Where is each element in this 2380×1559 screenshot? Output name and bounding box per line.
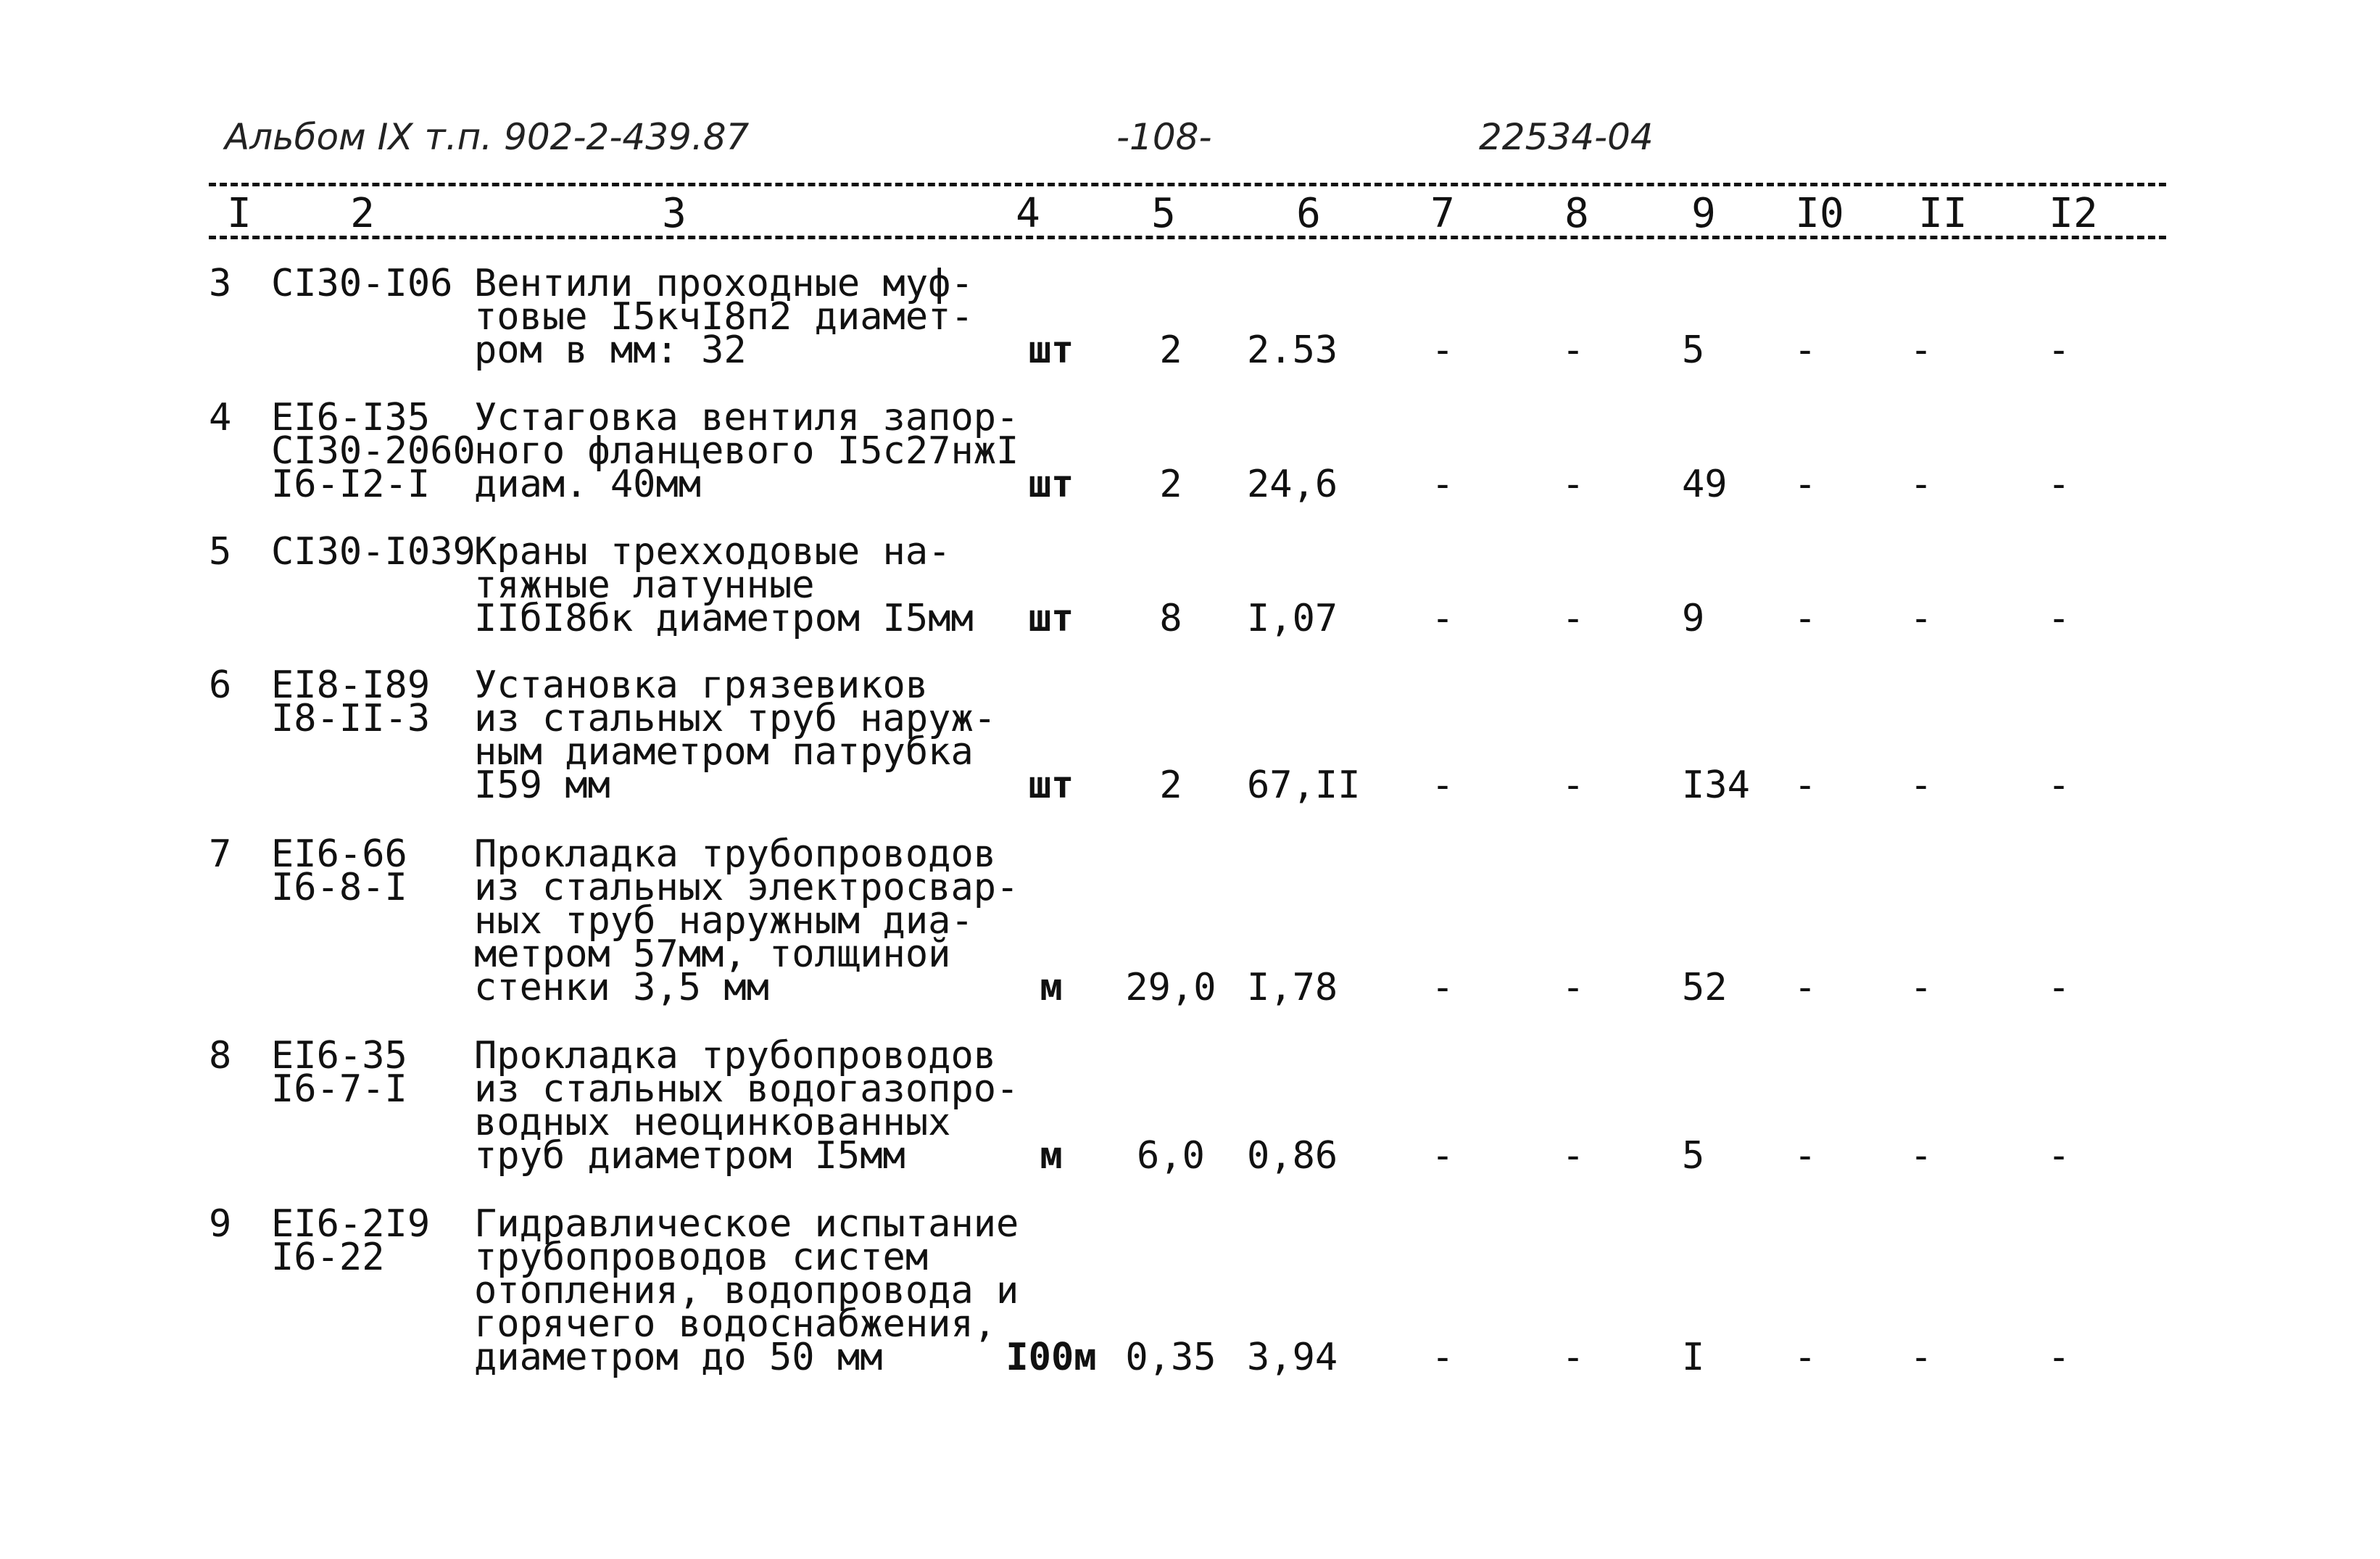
row-col8: -	[1562, 597, 1585, 640]
row-unit: шт	[1028, 463, 1074, 506]
row-col12: -	[2047, 1134, 2070, 1178]
row-description: Установка грязевиков из стальных труб наруж- ным диаметром патрубка I59 мм	[474, 663, 997, 807]
row-col11: -	[1910, 1134, 1933, 1178]
row-quantity: 6,0	[1137, 1134, 1205, 1178]
col-header-7: 7	[1430, 190, 1455, 237]
row-col11: -	[1910, 328, 1933, 372]
row-description: Прокладка трубопроводов из стальных электросвар- ных труб наружным диа- метром 57мм, толщиной стенки 3,5 мм	[474, 832, 1019, 1009]
row-col7: -	[1431, 1336, 1454, 1379]
col-header-11: II	[1918, 190, 1968, 237]
row-col7: -	[1431, 597, 1454, 640]
col-header-12: I2	[2049, 190, 2098, 237]
document-code: 22534-04	[1479, 116, 1654, 158]
row-quantity: 2	[1159, 463, 1182, 506]
col-header-9: 9	[1691, 190, 1716, 237]
row-norm-code: ЕI6-66 I6-8-I	[271, 832, 407, 909]
row-col9: 52	[1682, 966, 1728, 1009]
row-unit: м	[1040, 966, 1063, 1009]
col-header-8: 8	[1564, 190, 1589, 237]
row-col9: I34	[1682, 764, 1750, 807]
row-unit: I00м	[1006, 1336, 1097, 1379]
row-col12: -	[2047, 463, 2070, 506]
album-title: Альбом IX т.п. 902-2-439.87	[225, 116, 750, 158]
row-price: 3,94	[1247, 1336, 1338, 1379]
col-header-5: 5	[1151, 190, 1176, 237]
row-col9: 5	[1682, 328, 1705, 372]
row-col12: -	[2047, 764, 2070, 807]
row-price: I,07	[1247, 597, 1338, 640]
row-col7: -	[1431, 328, 1454, 372]
row-col7: -	[1431, 463, 1454, 506]
row-position: 6	[209, 663, 232, 707]
header-bottom-rule	[209, 236, 2166, 239]
row-norm-code: ЕI6-I35 СI30-2060 I6-I2-I	[271, 396, 476, 506]
row-norm-code: ЕI6-2I9 I6-22	[271, 1202, 431, 1279]
row-description: Гидравлическое испытание трубопроводов систем отопления, водопровода и горячего водоснабжения, диаметром до 50 мм	[474, 1202, 1019, 1379]
row-col10: -	[1794, 764, 1817, 807]
row-col11: -	[1910, 597, 1933, 640]
col-header-6: 6	[1296, 190, 1321, 237]
row-price: 2.53	[1247, 328, 1338, 372]
row-col11: -	[1910, 463, 1933, 506]
row-position: 4	[209, 396, 232, 439]
row-col7: -	[1431, 966, 1454, 1009]
row-col12: -	[2047, 328, 2070, 372]
row-col8: -	[1562, 463, 1585, 506]
row-col8: -	[1562, 1134, 1585, 1178]
row-description: Краны трехходовые на- тяжные латунные IIбI8бк диаметром I5мм	[474, 530, 974, 640]
row-col10: -	[1794, 328, 1817, 372]
page-number: -108-	[1116, 116, 1212, 158]
row-col11: -	[1910, 966, 1933, 1009]
col-header-2: 2	[350, 190, 375, 237]
row-col9: 9	[1682, 597, 1705, 640]
row-position: 3	[209, 262, 232, 305]
row-quantity: 29,0	[1125, 966, 1216, 1009]
row-quantity: 2	[1159, 764, 1182, 807]
row-quantity: 2	[1159, 328, 1182, 372]
row-position: 5	[209, 530, 232, 574]
row-col9: 5	[1682, 1134, 1705, 1178]
row-unit: шт	[1028, 328, 1074, 372]
row-col7: -	[1431, 1134, 1454, 1178]
row-col10: -	[1794, 463, 1817, 506]
row-description: Вентили проходные муф- товые I5кчI8п2 диамет- ром в мм: 32	[474, 262, 974, 372]
row-description: Прокладка трубопроводов из стальных водогазопро- водных неоцинкованных труб диаметром I5мм	[474, 1034, 1019, 1178]
row-description: Устаговка вентиля запор- ного фланцевого I5с27нжI диам. 40мм	[474, 396, 1019, 506]
row-position: 8	[209, 1034, 232, 1078]
col-header-4: 4	[1016, 190, 1040, 237]
row-price: 24,6	[1247, 463, 1338, 506]
row-col8: -	[1562, 1336, 1585, 1379]
row-col12: -	[2047, 966, 2070, 1009]
row-norm-code: СI30-I039	[271, 530, 476, 574]
row-unit: шт	[1028, 597, 1074, 640]
row-col12: -	[2047, 597, 2070, 640]
col-header-10: I0	[1795, 190, 1844, 237]
row-unit: шт	[1028, 764, 1074, 807]
row-position: 7	[209, 832, 232, 876]
row-quantity: 0,35	[1125, 1336, 1216, 1379]
row-col10: -	[1794, 966, 1817, 1009]
row-col11: -	[1910, 1336, 1933, 1379]
row-col10: -	[1794, 1134, 1817, 1178]
col-header-1: I	[227, 190, 252, 237]
row-quantity: 8	[1159, 597, 1182, 640]
row-col9: I	[1682, 1336, 1705, 1379]
top-rule	[209, 183, 2166, 186]
row-price: 67,II	[1247, 764, 1361, 807]
row-col9: 49	[1682, 463, 1728, 506]
row-col10: -	[1794, 597, 1817, 640]
row-unit: м	[1040, 1134, 1063, 1178]
row-col8: -	[1562, 764, 1585, 807]
row-col11: -	[1910, 764, 1933, 807]
col-header-3: 3	[662, 190, 687, 237]
row-price: 0,86	[1247, 1134, 1338, 1178]
row-norm-code: ЕI8-I89 I8-II-3	[271, 663, 431, 740]
row-col8: -	[1562, 966, 1585, 1009]
row-norm-code: СI30-I06	[271, 262, 453, 305]
row-col7: -	[1431, 764, 1454, 807]
row-col12: -	[2047, 1336, 2070, 1379]
row-price: I,78	[1247, 966, 1338, 1009]
row-position: 9	[209, 1202, 232, 1246]
row-col10: -	[1794, 1336, 1817, 1379]
row-norm-code: ЕI6-35 I6-7-I	[271, 1034, 407, 1111]
row-col8: -	[1562, 328, 1585, 372]
